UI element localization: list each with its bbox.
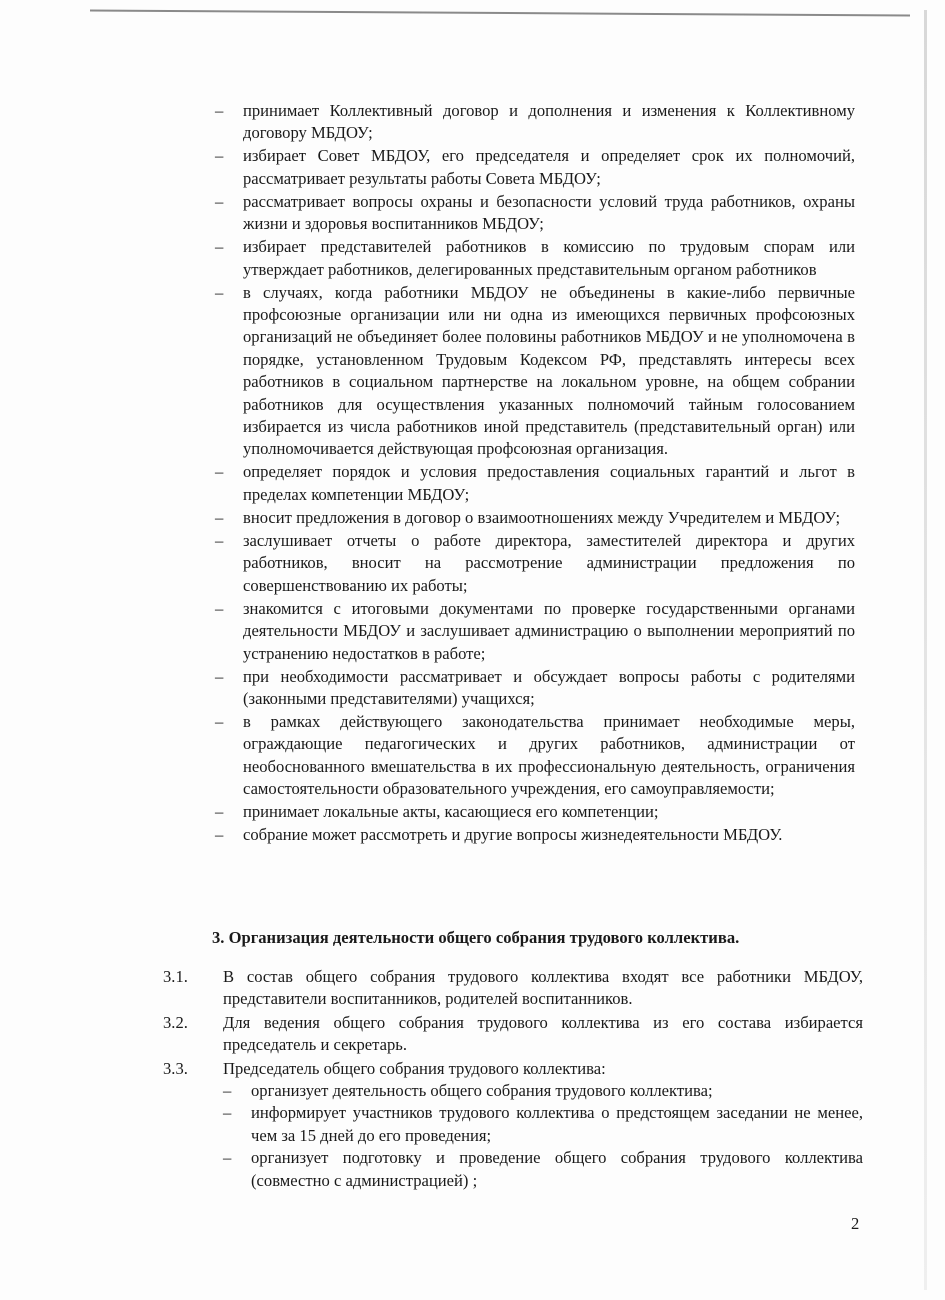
bullet-dash: – bbox=[223, 1103, 232, 1123]
sub-bullet-item bbox=[223, 1080, 863, 1102]
bullet-dash: – bbox=[215, 462, 224, 482]
scan-edge-right bbox=[924, 10, 927, 1290]
chairman-duties-list bbox=[223, 1080, 863, 1192]
sub-bullet-text: организует подготовку и проведение общего собрания трудового коллектива (совместно с администрацией) ; bbox=[251, 1148, 863, 1190]
bullet-text: при необходимости рассматривает и обсуждает вопросы работы с родителями (законными представителями) учащихся; bbox=[243, 666, 855, 708]
bullet-dash: – bbox=[215, 237, 224, 257]
bullet-item bbox=[215, 507, 855, 529]
bullet-dash: – bbox=[215, 101, 224, 120]
bullet-item bbox=[215, 666, 855, 711]
bullet-item bbox=[215, 100, 855, 145]
bullet-text: собрание может рассмотреть и другие вопросы жизнедеятельности МБДОУ. bbox=[243, 825, 783, 845]
section-heading: 3. Организация деятельности общего собрания трудового коллектива. bbox=[212, 928, 740, 947]
competence-bullet-list bbox=[215, 100, 855, 847]
bullet-item bbox=[215, 236, 855, 281]
bullet-dash: – bbox=[223, 1081, 232, 1101]
bullet-dash: – bbox=[215, 191, 224, 211]
bullet-item bbox=[215, 145, 855, 190]
bullet-dash: – bbox=[215, 666, 224, 686]
sub-bullet-text: информирует участников трудового коллектива о предстоящем заседании не менее, чем за 15 дней до его проведения; bbox=[251, 1103, 863, 1145]
clause-text: В состав общего собрания трудового коллектива входят все работники МБДОУ, представители воспитанников, родителей воспитанников. bbox=[223, 967, 863, 1009]
clause-3-1 bbox=[163, 966, 863, 1011]
bullet-item bbox=[215, 824, 855, 846]
clause-number: 3.2. bbox=[163, 1012, 188, 1032]
bullet-dash: – bbox=[215, 825, 224, 845]
bullet-item bbox=[215, 191, 855, 236]
bullet-item bbox=[215, 801, 855, 823]
clause-number: 3.3. bbox=[163, 1058, 188, 1078]
bullet-item bbox=[215, 598, 855, 665]
bullet-text: заслушивает отчеты о работе директора, заместителей директора и других работников, вносит на рассмотрение администрации предложения по совершенствованию их работы; bbox=[243, 530, 855, 595]
clause-3-3 bbox=[163, 1058, 863, 1192]
page-number: 2 bbox=[851, 1214, 860, 1233]
sub-bullet-item bbox=[223, 1147, 863, 1192]
sub-bullet-text: организует деятельность общего собрания трудового коллектива; bbox=[251, 1081, 713, 1101]
clause-3-2 bbox=[163, 1012, 863, 1057]
bullet-dash: – bbox=[215, 146, 224, 166]
bullet-text: принимает Коллективный договор и дополнения и изменения к Коллективному договору МБДОУ; bbox=[243, 101, 855, 143]
bullet-text: в случаях, когда работники МБДОУ не объединены в какие-либо первичные профсоюзные организации или ни одна из имеющихся первичных профсоюзных организаций не объединяет более половины работников МБДОУ и не уполномочена в порядке, установленном Трудовым Кодексом РФ, представлять интересы всех работников в социальном партнерстве на локальном уровне, на общем собрании работников для осуществления указанных полномочий тайным голосованием избирается из числа работников иной представитель (представительный орган) или уполномочивается действующая профсоюзная организация. bbox=[243, 282, 855, 459]
bullet-dash: – bbox=[215, 507, 224, 527]
clause-text: Для ведения общего собрания трудового коллектива из его состава избирается председатель и секретарь. bbox=[223, 1012, 863, 1055]
bullet-dash: – bbox=[215, 802, 224, 822]
bullet-dash: – bbox=[215, 530, 224, 550]
sub-bullet-item bbox=[223, 1102, 863, 1147]
clause-text: Председатель общего собрания трудового коллектива: bbox=[223, 1058, 606, 1078]
bullet-item bbox=[215, 461, 855, 506]
numbered-clauses bbox=[163, 966, 863, 1193]
bullet-item bbox=[215, 711, 855, 801]
bullet-text: рассматривает вопросы охраны и безопасности условий труда работников, охраны жизни и здоровья воспитанников МБДОУ; bbox=[243, 191, 855, 234]
bullet-text: определяет порядок и условия предоставления социальных гарантий и льгот в пределах компетенции МБДОУ; bbox=[243, 462, 855, 504]
bullet-dash: – bbox=[215, 711, 224, 731]
bullet-item bbox=[215, 530, 855, 597]
bullet-text: принимает локальные акты, касающиеся его компетенции; bbox=[243, 802, 659, 822]
bullet-text: знакомится с итоговыми документами по проверке государственными органами деятельности МБДОУ и заслушивает администрацию о выполнении мероприятий по устранению недостатков в работе; bbox=[243, 598, 855, 663]
bullet-text: вносит предложения в договор о взаимоотношениях между Учредителем и МБДОУ; bbox=[243, 507, 841, 527]
bullet-text: в рамках действующего законодательства принимает необходимые меры, ограждающие педагогических и других работников, администрации от необоснованного вмешательства в их профессиональную деятельность, ограничения самостоятельности образовательного учреждения, его самоуправляемости; bbox=[243, 711, 855, 799]
bullet-text: избирает представителей работников в комиссию по трудовым спорам или утверждает работников, делегированных представительным органом работников bbox=[243, 237, 855, 279]
clause-number: 3.1. bbox=[163, 967, 188, 986]
bullet-text: избирает Совет МБДОУ, его председателя и определяет срок их полномочий, рассматривает результаты работы Совета МБДОУ; bbox=[243, 146, 855, 188]
bullet-dash: – bbox=[215, 282, 224, 302]
bullet-dash: – bbox=[215, 598, 224, 618]
bullet-dash: – bbox=[223, 1148, 232, 1168]
bullet-item bbox=[215, 282, 855, 461]
scan-edge-top bbox=[90, 9, 910, 16]
